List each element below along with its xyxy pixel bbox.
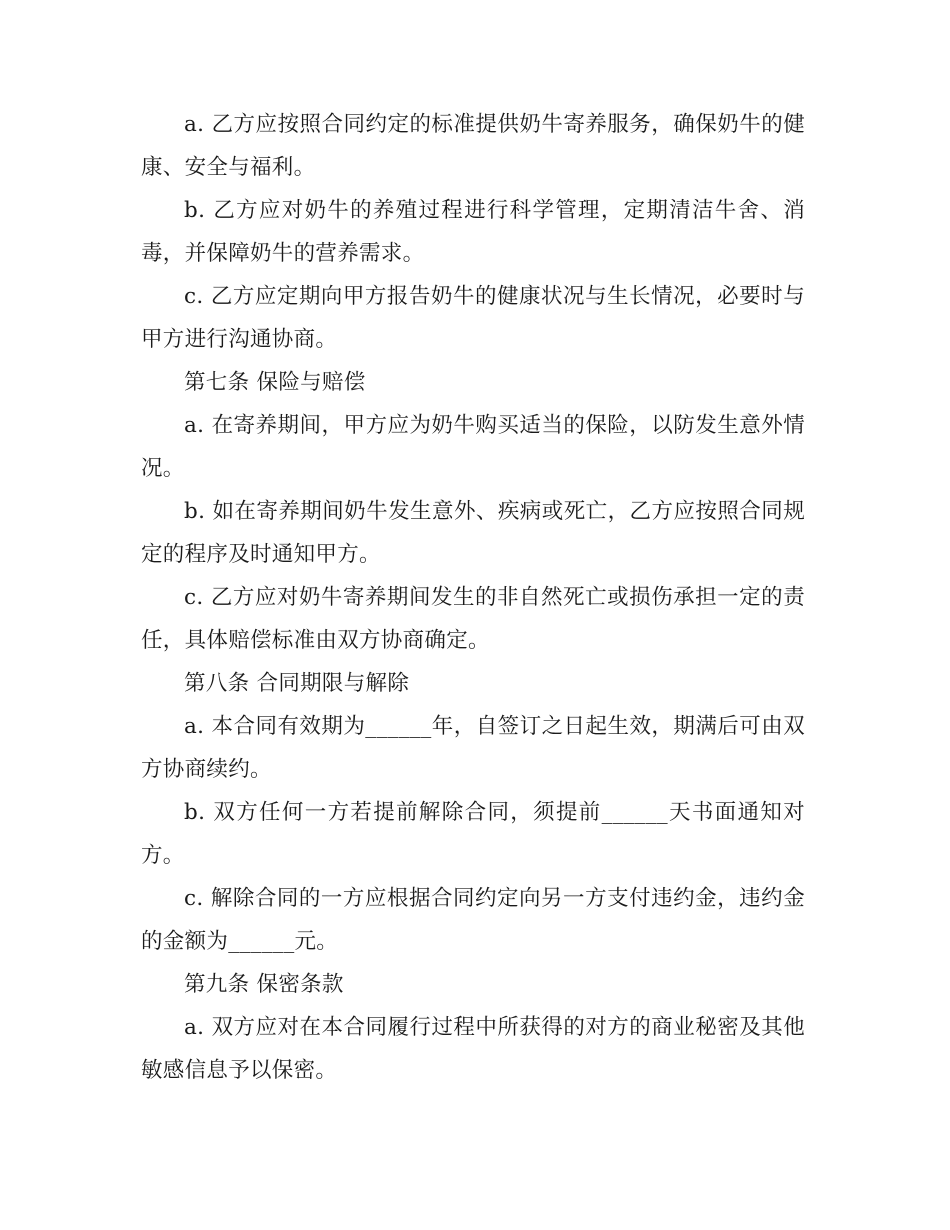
article-heading: 第九条 保密条款 <box>184 972 344 997</box>
article-heading: 第八条 合同期限与解除 <box>184 671 410 696</box>
clause-paragraph: b. 双方任何一方若提前解除合同，须提前______天书面通知对方。 <box>141 800 805 868</box>
clause-paragraph: c. 乙方应定期向甲方报告奶牛的健康状况与生长情况，必要时与甲方进行沟通协商。 <box>141 284 805 352</box>
clause-paragraph: a. 本合同有效期为______年，自签订之日起生效，期满后可由双方协商续约。 <box>141 714 805 782</box>
article-heading: 第七条 保险与赔偿 <box>184 370 366 395</box>
document-body <box>141 103 805 1092</box>
clause-paragraph: b. 如在寄养期间奶牛发生意外、疾病或死亡，乙方应按照合同规定的程序及时通知甲方。 <box>141 499 805 567</box>
clause-paragraph: a. 双方应对在本合同履行过程中所获得的对方的商业秘密及其他敏感信息予以保密。 <box>141 1015 805 1083</box>
clause-paragraph: b. 乙方应对奶牛的养殖过程进行科学管理，定期清洁牛舍、消毒，并保障奶牛的营养需求。 <box>141 198 805 266</box>
clause-paragraph: a. 在寄养期间，甲方应为奶牛购买适当的保险，以防发生意外情况。 <box>141 413 805 481</box>
clause-paragraph: c. 解除合同的一方应根据合同约定向另一方支付违约金，违约金的金额为______元。 <box>141 886 805 954</box>
clause-paragraph: a. 乙方应按照合同约定的标准提供奶牛寄养服务，确保奶牛的健康、安全与福利。 <box>141 112 805 180</box>
clause-paragraph: c. 乙方应对奶牛寄养期间发生的非自然死亡或损伤承担一定的责任，具体赔偿标准由双方协商确定。 <box>141 585 805 653</box>
